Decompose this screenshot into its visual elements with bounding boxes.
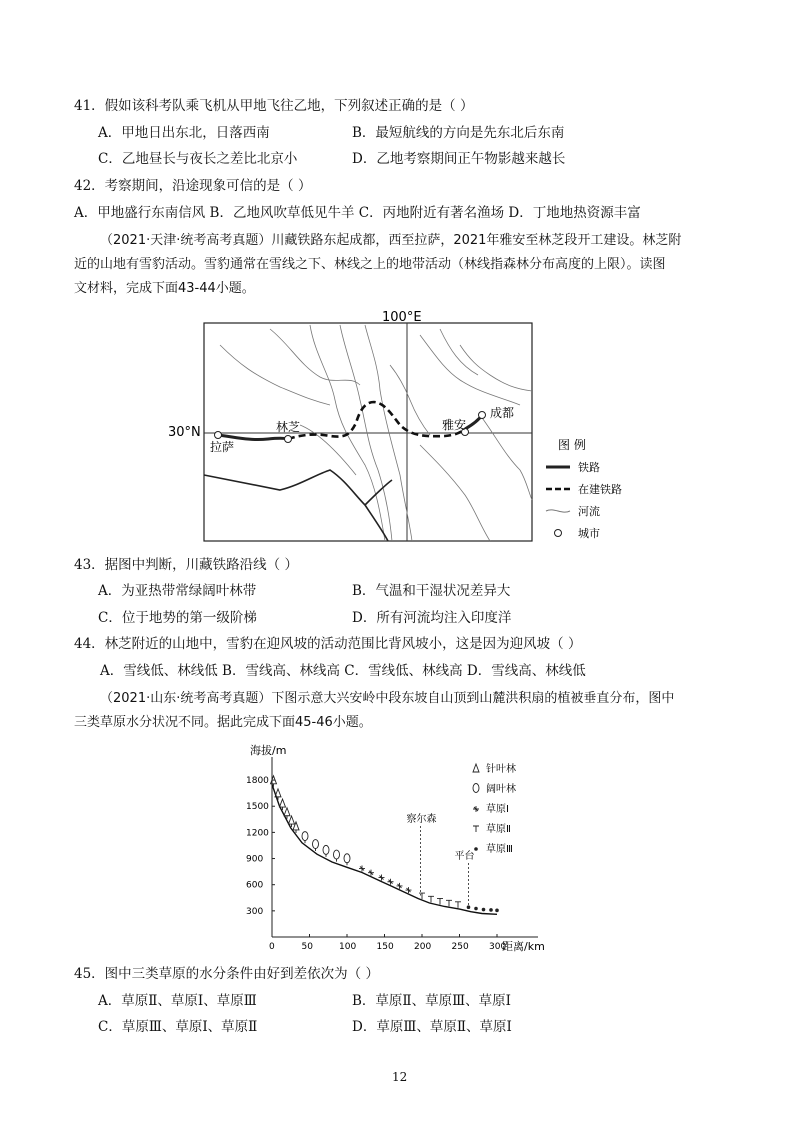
q43-option-c: C．位于地势的第一级阶梯 bbox=[98, 610, 257, 626]
x-tick-label: 0 bbox=[269, 942, 275, 952]
city-lhasa-label: 拉萨 bbox=[210, 440, 235, 454]
annotation-label: 平台 bbox=[454, 851, 475, 862]
legend-city: 城市 bbox=[578, 527, 600, 540]
terrain-profile bbox=[272, 784, 497, 914]
passage2-line2: 三类草原水分状况不同。据此完成下面45-46小题。 bbox=[74, 715, 372, 730]
city-chengdu-marker bbox=[479, 412, 486, 419]
legend-broadleaf-symbol bbox=[473, 784, 479, 793]
q45-option-d: D．草原Ⅲ、草原Ⅱ、草原Ⅰ bbox=[352, 1019, 512, 1035]
y-tick-label: 1800 bbox=[246, 776, 269, 787]
q45-stem: 45．图中三类草原的水分条件由好到差依次为（ ） bbox=[74, 966, 379, 982]
x-axis-label: 距离/km bbox=[502, 940, 545, 953]
grassland-2-symbol bbox=[446, 900, 452, 906]
legend-river-symbol bbox=[546, 510, 570, 512]
q41-option-b: B．最短航线的方向是先东北后东南 bbox=[352, 125, 565, 141]
q41-stem: 41．假如该科考队乘飞机从甲地飞往乙地，下列叙述正确的是（ ） bbox=[74, 98, 474, 114]
legend-railway: 铁路 bbox=[578, 461, 600, 474]
q43-stem: 43．据图中判断，川藏铁路沿线（ ） bbox=[74, 557, 298, 573]
x-tick-label: 100 bbox=[339, 942, 357, 952]
y-axis-label: 海拔/m bbox=[250, 744, 287, 757]
legend-grassland-2-symbol bbox=[473, 826, 479, 832]
lon-label: 100°E bbox=[382, 310, 422, 325]
q44-stem: 44．林芝附近的山地中，雪豹在迎风坡的活动范围比背风坡小，这是因为迎风坡（ ） bbox=[74, 636, 582, 652]
city-lhasa-marker bbox=[215, 432, 222, 439]
q41-option-d: D．乙地考察期间正午物影越来越长 bbox=[352, 151, 566, 167]
grassland-1-symbol bbox=[368, 870, 374, 876]
q43-option-d: D．所有河流均注入印度洋 bbox=[352, 610, 512, 626]
lat-label: 30°N bbox=[168, 425, 201, 440]
city-nyingchi-marker bbox=[285, 436, 292, 443]
city-chengdu-label: 成都 bbox=[490, 406, 515, 420]
q45-option-a: A．草原Ⅱ、草原Ⅰ、草原Ⅲ bbox=[98, 993, 257, 1009]
legend-river: 河流 bbox=[578, 505, 600, 518]
broadleaf-symbol bbox=[334, 850, 340, 859]
legend-city-symbol bbox=[555, 530, 562, 537]
city-nyingchi-label: 林芝 bbox=[276, 420, 301, 434]
y-tick-label: 1500 bbox=[246, 802, 269, 813]
x-tick-label: 300 bbox=[489, 942, 507, 952]
x-tick-label: 200 bbox=[414, 942, 432, 952]
passage1-line2: 近的山地有雪豹活动。雪豹通常在雪线之下、林线之上的地带活动（林线指森林分布高度的上限）。读图 bbox=[74, 257, 666, 272]
legend-grassland-3-symbol bbox=[474, 847, 478, 851]
grassland-3-symbol bbox=[495, 909, 499, 913]
q42-stem: 42．考察期间，沿途现象可信的是（ ） bbox=[74, 178, 312, 194]
legend-conifer-symbol bbox=[473, 764, 479, 772]
broadleaf-symbol bbox=[344, 854, 350, 863]
map-legend bbox=[546, 437, 622, 540]
q43-option-a: A．为亚热带常绿阔叶林带 bbox=[98, 583, 257, 599]
q41-option-a: A．甲地日出东北，日落西南 bbox=[98, 125, 270, 141]
x-tick-label: 150 bbox=[376, 942, 394, 952]
y-tick-label: 300 bbox=[246, 906, 264, 917]
legend-label: 草原Ⅲ bbox=[486, 844, 513, 855]
q44-options: A．雪线低、林线低 B．雪线高、林线高 C．雪线低、林线高 D．雪线高、林线低 bbox=[100, 663, 586, 679]
city-yaan-label: 雅安 bbox=[442, 418, 467, 432]
legend-grassland-1-symbol bbox=[473, 806, 479, 812]
broadleaf-symbol bbox=[323, 845, 329, 854]
q43-option-b: B．气温和干湿状况差异大 bbox=[352, 583, 511, 599]
conifer-symbol bbox=[275, 789, 281, 800]
grassland-2-symbol bbox=[455, 902, 461, 908]
annotation-label: 察尔森 bbox=[406, 814, 437, 825]
legend-label: 针叶林 bbox=[486, 764, 516, 775]
sichuan-tibet-railway-map bbox=[160, 305, 640, 550]
grassland-3-symbol bbox=[489, 908, 493, 912]
vegetation-symbols bbox=[271, 776, 499, 912]
legend-label: 草原Ⅰ bbox=[486, 804, 509, 815]
grassland-3-symbol bbox=[467, 905, 471, 909]
x-tick-label: 250 bbox=[451, 942, 469, 952]
passage1-line3: 文材料，完成下面43-44小题。 bbox=[74, 281, 255, 296]
page-number: 12 bbox=[392, 1070, 408, 1084]
grassland-3-symbol bbox=[482, 908, 486, 912]
grassland-2-symbol bbox=[419, 893, 425, 899]
passage2-line1: （2021·山东·统考高考真题）下图示意大兴安岭中段东坡自山顶到山麓洪积扇的植被垂直分布，图中 bbox=[100, 691, 675, 706]
broadleaf-symbol bbox=[313, 840, 319, 849]
conifer-symbol bbox=[271, 776, 277, 787]
profile-line bbox=[272, 784, 497, 914]
vegetation-profile-chart bbox=[230, 742, 560, 954]
grassland-1-symbol bbox=[388, 879, 394, 885]
grassland-2-symbol bbox=[437, 898, 443, 904]
legend-label: 阔叶林 bbox=[486, 784, 516, 795]
grassland-1-symbol bbox=[359, 865, 365, 871]
passage1-line1: （2021·天津·统考高考真题）川藏铁路东起成都，西至拉萨，2021年雅安至林芝段开工建设。林芝附 bbox=[100, 233, 682, 248]
legend-label: 草原Ⅱ bbox=[486, 824, 511, 835]
q42-options: A．甲地盛行东南信风 B．乙地风吹草低见牛羊 C．丙地附近有著名渔场 D．丁地地热资源丰富 bbox=[74, 205, 641, 221]
grassland-1-symbol bbox=[397, 883, 403, 889]
grassland-1-symbol bbox=[379, 875, 385, 881]
chart-legend bbox=[473, 762, 516, 855]
y-tick-label: 900 bbox=[246, 854, 264, 865]
q45-option-b: B．草原Ⅱ、草原Ⅲ、草原Ⅰ bbox=[352, 993, 511, 1009]
grassland-3-symbol bbox=[474, 907, 478, 911]
grassland-1-symbol bbox=[406, 887, 412, 893]
grassland-2-symbol bbox=[428, 896, 434, 902]
chart-annotations bbox=[407, 812, 475, 907]
x-tick-label: 50 bbox=[301, 942, 313, 952]
q41-option-c: C．乙地昼长与夜长之差比北京小 bbox=[98, 151, 298, 167]
legend-under-construction: 在建铁路 bbox=[578, 483, 622, 496]
y-tick-label: 1200 bbox=[246, 828, 269, 839]
q45-option-c: C．草原Ⅲ、草原Ⅰ、草原Ⅱ bbox=[98, 1019, 258, 1035]
legend-title: 图 例 bbox=[558, 438, 586, 452]
y-tick-label: 600 bbox=[246, 880, 264, 891]
broadleaf-symbol bbox=[302, 832, 308, 841]
